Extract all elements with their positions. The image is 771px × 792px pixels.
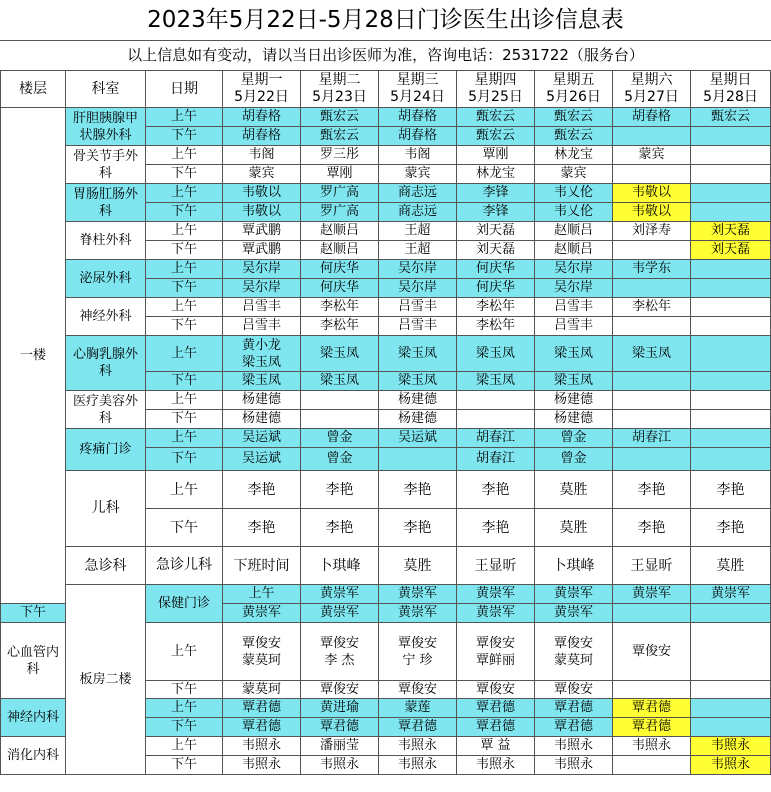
doctor-cell: 李艳 (457, 471, 535, 509)
doctor-cell: 韦照永 (301, 756, 379, 775)
doctor-cell: 黄崇军 (301, 604, 379, 623)
dept-name: 心血管内科 (1, 623, 66, 699)
doctor-cell: 覃君德 (457, 699, 535, 718)
doctor-cell: 王超 (379, 222, 457, 241)
doctor-cell: 韦照永 (379, 737, 457, 756)
dept-name: 疼痛门诊 (66, 429, 146, 471)
doctor-cell: 杨建德 (379, 410, 457, 429)
doctor-cell: 蒙宾 (613, 146, 691, 165)
header-day: 星期日 5月28日 (691, 71, 771, 108)
doctor-cell: 吴运斌 (379, 429, 457, 448)
header-day: 星期五 5月26日 (535, 71, 613, 108)
doctor-cell: 李艳 (691, 471, 771, 509)
session-label: 上午 (146, 623, 223, 681)
doctor-cell: 赵顺吕 (535, 222, 613, 241)
session-label: 上午 (146, 737, 223, 756)
doctor-cell (613, 241, 691, 260)
doctor-cell: 吴尔岸 (379, 279, 457, 298)
doctor-cell (691, 260, 771, 279)
doctor-cell (691, 165, 771, 184)
session-label: 上午 (146, 108, 223, 127)
dept-name: 肝胆胰腺甲状腺外科 (66, 108, 146, 146)
doctor-cell: 甄宏云 (457, 108, 535, 127)
doctor-cell: 吴尔岸 (379, 260, 457, 279)
dept-name: 胃肠肛肠外科 (66, 184, 146, 222)
doctor-cell: 吴运斌 (223, 448, 301, 471)
doctor-cell: 吴运斌 (223, 429, 301, 448)
doctor-cell (457, 391, 535, 410)
doctor-cell: 吕雪丰 (379, 317, 457, 336)
doctor-cell: 甄宏云 (691, 108, 771, 127)
doctor-cell: 韦阁 (379, 146, 457, 165)
doctor-cell: 覃俊安 宁 珍 (379, 623, 457, 681)
session-label: 下午 (146, 317, 223, 336)
doctor-cell: 梁玉凤 (379, 372, 457, 391)
doctor-cell: 吴尔岸 (223, 279, 301, 298)
doctor-cell: 林龙宝 (535, 146, 613, 165)
doctor-cell: 胡春江 (457, 429, 535, 448)
doctor-cell: 覃君德 (457, 718, 535, 737)
doctor-cell (613, 410, 691, 429)
doctor-cell: 李艳 (379, 471, 457, 509)
doctor-cell: 黄崇军 (535, 585, 613, 604)
doctor-cell (691, 146, 771, 165)
doctor-cell: 覃君德 (535, 718, 613, 737)
doctor-cell (691, 298, 771, 317)
doctor-cell: 杨建德 (535, 410, 613, 429)
doctor-cell: 覃君德 (535, 699, 613, 718)
doctor-cell: 韦乂伦 (535, 184, 613, 203)
doctor-cell: 胡春江 (457, 448, 535, 471)
doctor-cell: 赵顺吕 (301, 241, 379, 260)
doctor-cell: 李艳 (301, 509, 379, 547)
doctor-cell: 吕雪丰 (535, 317, 613, 336)
doctor-cell: 杨建德 (535, 391, 613, 410)
session-label: 下午 (146, 718, 223, 737)
header-day: 星期六 5月27日 (613, 71, 691, 108)
session-label: 下午 (146, 241, 223, 260)
doctor-cell: 李艳 (379, 509, 457, 547)
doctor-cell: 梁玉凤 (457, 372, 535, 391)
dept-name: 心胸乳腺外科 (66, 336, 146, 391)
doctor-cell (613, 391, 691, 410)
doctor-cell: 吴尔岸 (535, 279, 613, 298)
dept-name: 脊柱外科 (66, 222, 146, 260)
header-day: 星期一 5月22日 (223, 71, 301, 108)
page-title: 2023年5月22日-5月28日门诊医生出诊信息表 (0, 0, 771, 41)
session-label: 下午 (146, 127, 223, 146)
doctor-cell (691, 336, 771, 372)
doctor-cell: 林龙宝 (457, 165, 535, 184)
doctor-cell: 覃俊安 (535, 681, 613, 699)
header-dept: 科室 (66, 71, 146, 108)
doctor-cell (691, 623, 771, 681)
session-label: 下午 (146, 372, 223, 391)
doctor-cell: 韦照永 (535, 756, 613, 775)
session-label: 上午 (146, 222, 223, 241)
doctor-cell: 甄宏云 (535, 127, 613, 146)
doctor-cell: 何庆华 (457, 279, 535, 298)
doctor-cell: 梁玉凤 (379, 336, 457, 372)
doctor-cell: 莫胜 (691, 547, 771, 585)
dept-name: 泌尿外科 (66, 260, 146, 298)
notice-text: 以上信息如有变动，请以当日出诊医师为准，咨询电话：2531722（服务台） (0, 40, 771, 71)
doctor-cell: 卜琪峰 (301, 547, 379, 585)
session-label: 下午 (1, 604, 66, 623)
doctor-cell: 黄崇军 (457, 604, 535, 623)
dept-name: 医疗美容外科 (66, 391, 146, 429)
doctor-cell: 韦敬以 (223, 203, 301, 222)
doctor-cell: 韦阁 (223, 146, 301, 165)
doctor-cell (613, 372, 691, 391)
doctor-cell: 杨建德 (379, 391, 457, 410)
doctor-cell: 黄进瑜 (301, 699, 379, 718)
doctor-cell: 刘泽寿 (613, 222, 691, 241)
doctor-cell (691, 372, 771, 391)
schedule-table (0, 70, 771, 775)
dept-name: 骨关节手外科 (66, 146, 146, 184)
doctor-cell: 梁玉凤 (457, 336, 535, 372)
doctor-cell (691, 448, 771, 471)
floor-label: 一楼 (1, 108, 66, 604)
doctor-cell: 韦照永 (223, 737, 301, 756)
doctor-cell: 覃刚 (301, 165, 379, 184)
dept-name: 消化内科 (1, 737, 66, 775)
doctor-cell (457, 410, 535, 429)
doctor-cell: 莫胜 (535, 471, 613, 509)
doctor-cell (691, 317, 771, 336)
doctor-cell: 李艳 (223, 471, 301, 509)
doctor-cell: 李艳 (691, 509, 771, 547)
doctor-cell (301, 391, 379, 410)
doctor-cell: 梁玉凤 (301, 336, 379, 372)
doctor-cell: 韦照永 (223, 756, 301, 775)
doctor-cell (691, 604, 771, 623)
doctor-cell: 罗广高 (301, 203, 379, 222)
doctor-cell: 李锋 (457, 203, 535, 222)
doctor-cell: 覃俊安 (613, 623, 691, 681)
dept-name: 神经内科 (1, 699, 66, 737)
session-label: 下午 (146, 410, 223, 429)
schedule-body (1, 71, 771, 775)
doctor-cell: 何庆华 (301, 260, 379, 279)
doctor-cell: 覃俊安 (457, 681, 535, 699)
doctor-cell (613, 448, 691, 471)
dept-name: 神经外科 (66, 298, 146, 336)
doctor-cell (379, 448, 457, 471)
doctor-cell: 韦敬以 (613, 184, 691, 203)
doctor-cell (691, 681, 771, 699)
doctor-cell: 梁玉凤 (301, 372, 379, 391)
doctor-cell: 覃君德 (301, 718, 379, 737)
doctor-cell (691, 429, 771, 448)
doctor-cell (613, 165, 691, 184)
doctor-cell: 李艳 (613, 509, 691, 547)
doctor-cell: 韦乂伦 (535, 203, 613, 222)
session-label: 上午 (146, 260, 223, 279)
doctor-cell: 李松年 (613, 298, 691, 317)
doctor-cell: 覃俊安 李 杰 (301, 623, 379, 681)
doctor-cell: 胡春格 (223, 108, 301, 127)
doctor-cell: 胡春格 (379, 108, 457, 127)
doctor-cell (691, 699, 771, 718)
doctor-cell: 杨建德 (223, 391, 301, 410)
doctor-cell: 梁玉凤 (223, 372, 301, 391)
doctor-cell: 韦学东 (613, 260, 691, 279)
doctor-cell: 刘天磊 (691, 222, 771, 241)
doctor-cell: 罗广高 (301, 184, 379, 203)
doctor-cell: 韦照永 (691, 756, 771, 775)
doctor-cell: 王显昕 (613, 547, 691, 585)
doctor-cell: 吕雪丰 (535, 298, 613, 317)
doctor-cell: 蒙宾 (379, 165, 457, 184)
doctor-cell: 曾金 (301, 448, 379, 471)
session-label: 上午 (146, 471, 223, 509)
doctor-cell: 何庆华 (457, 260, 535, 279)
doctor-cell: 刘天磊 (457, 241, 535, 260)
doctor-cell: 莫胜 (379, 547, 457, 585)
doctor-cell: 覃武鹏 (223, 241, 301, 260)
doctor-cell: 覃俊安 (301, 681, 379, 699)
doctor-cell (691, 718, 771, 737)
doctor-cell: 蒙宾 (535, 165, 613, 184)
dept-name: 保健门诊 (146, 585, 223, 623)
doctor-cell: 曾金 (535, 448, 613, 471)
doctor-cell: 吕雪丰 (223, 317, 301, 336)
doctor-cell: 李艳 (223, 509, 301, 547)
doctor-cell: 李松年 (301, 298, 379, 317)
doctor-cell: 覃俊安 (379, 681, 457, 699)
doctor-cell: 甄宏云 (301, 108, 379, 127)
doctor-cell: 赵顺吕 (535, 241, 613, 260)
session-label: 上午 (146, 184, 223, 203)
doctor-cell: 卜琪峰 (535, 547, 613, 585)
doctor-cell: 李松年 (457, 298, 535, 317)
doctor-cell: 覃君德 (223, 718, 301, 737)
doctor-cell: 韦敬以 (223, 184, 301, 203)
doctor-cell: 李松年 (301, 317, 379, 336)
doctor-cell (613, 127, 691, 146)
doctor-cell: 胡春江 (613, 429, 691, 448)
session-label: 下午 (146, 756, 223, 775)
session-label: 下午 (146, 279, 223, 298)
doctor-cell: 黄崇军 (379, 585, 457, 604)
doctor-cell: 蒙莫珂 (223, 681, 301, 699)
doctor-cell: 曾金 (535, 429, 613, 448)
doctor-cell: 李艳 (301, 471, 379, 509)
doctor-cell (691, 184, 771, 203)
doctor-cell: 覃俊安 覃鲜丽 (457, 623, 535, 681)
doctor-cell: 黄崇军 (301, 585, 379, 604)
doctor-cell: 韦照永 (691, 737, 771, 756)
doctor-cell: 覃刚 (457, 146, 535, 165)
doctor-cell (613, 279, 691, 298)
doctor-cell: 罗三彤 (301, 146, 379, 165)
doctor-cell (691, 127, 771, 146)
doctor-cell: 吕雪丰 (379, 298, 457, 317)
header-day: 星期四 5月25日 (457, 71, 535, 108)
doctor-cell: 莫胜 (535, 509, 613, 547)
doctor-cell: 覃君德 (613, 699, 691, 718)
doctor-cell (613, 681, 691, 699)
doctor-cell: 胡春格 (223, 127, 301, 146)
floor-label: 急诊科 (66, 547, 146, 585)
doctor-cell: 韦照永 (613, 737, 691, 756)
doctor-cell: 何庆华 (301, 279, 379, 298)
doctor-cell: 曾金 (301, 429, 379, 448)
doctor-cell: 覃 益 (457, 737, 535, 756)
doctor-cell: 覃君德 (223, 699, 301, 718)
doctor-cell: 刘天磊 (691, 241, 771, 260)
doctor-cell: 覃武鹏 (223, 222, 301, 241)
session-label: 上午 (146, 699, 223, 718)
doctor-cell (613, 756, 691, 775)
doctor-cell: 商志远 (379, 184, 457, 203)
doctor-cell: 韦敬以 (613, 203, 691, 222)
doctor-cell (301, 410, 379, 429)
header-date: 日期 (146, 71, 223, 108)
header-day: 星期三 5月24日 (379, 71, 457, 108)
session-label: 上午 (146, 146, 223, 165)
header-day: 星期二 5月23日 (301, 71, 379, 108)
doctor-cell (691, 203, 771, 222)
session-label: 下午 (146, 509, 223, 547)
doctor-cell: 黄崇军 (535, 604, 613, 623)
doctor-cell: 覃俊安 蒙莫珂 (223, 623, 301, 681)
doctor-cell: 吕雪丰 (223, 298, 301, 317)
doctor-cell: 甄宏云 (301, 127, 379, 146)
session-label: 上午 (146, 391, 223, 410)
doctor-cell (613, 317, 691, 336)
session-label: 下午 (146, 203, 223, 222)
doctor-cell: 黄崇军 (457, 585, 535, 604)
session-label: 下班时间 (223, 547, 301, 585)
doctor-cell: 赵顺吕 (301, 222, 379, 241)
doctor-cell: 韦照永 (379, 756, 457, 775)
dept-name: 儿科 (66, 471, 146, 547)
doctor-cell: 黄崇军 (613, 585, 691, 604)
doctor-cell: 李松年 (457, 317, 535, 336)
doctor-cell: 黄崇军 (223, 604, 301, 623)
doctor-cell: 覃俊安 蒙莫珂 (535, 623, 613, 681)
doctor-cell: 蒙莲 (379, 699, 457, 718)
doctor-cell: 刘天磊 (457, 222, 535, 241)
doctor-cell: 胡春格 (613, 108, 691, 127)
dept-name: 急诊儿科 (146, 547, 223, 585)
doctor-cell: 王显昕 (457, 547, 535, 585)
doctor-cell (691, 410, 771, 429)
session-label: 上午 (146, 429, 223, 448)
doctor-cell: 黄小龙 梁玉凤 (223, 336, 301, 372)
doctor-cell: 梁玉凤 (535, 336, 613, 372)
doctor-cell: 吴尔岸 (223, 260, 301, 279)
session-label: 上午 (223, 585, 301, 604)
doctor-cell: 李锋 (457, 184, 535, 203)
floor-label: 板房二楼 (66, 585, 146, 775)
doctor-cell (613, 604, 691, 623)
doctor-cell: 黄崇军 (691, 585, 771, 604)
doctor-cell: 甄宏云 (457, 127, 535, 146)
doctor-cell: 梁玉凤 (613, 336, 691, 372)
doctor-cell: 蒙宾 (223, 165, 301, 184)
doctor-cell: 李艳 (457, 509, 535, 547)
doctor-cell: 商志远 (379, 203, 457, 222)
session-label: 上午 (146, 336, 223, 372)
doctor-cell: 潘丽莹 (301, 737, 379, 756)
session-label: 下午 (146, 681, 223, 699)
doctor-cell: 黄崇军 (379, 604, 457, 623)
doctor-cell: 韦照永 (535, 737, 613, 756)
header-floor: 楼层 (1, 71, 66, 108)
doctor-cell: 覃君德 (379, 718, 457, 737)
doctor-cell: 覃君德 (613, 718, 691, 737)
doctor-cell: 杨建德 (223, 410, 301, 429)
doctor-cell: 胡春格 (379, 127, 457, 146)
session-label: 上午 (146, 298, 223, 317)
doctor-cell: 韦照永 (457, 756, 535, 775)
doctor-cell (691, 279, 771, 298)
doctor-cell: 吴尔岸 (535, 260, 613, 279)
doctor-cell: 甄宏云 (535, 108, 613, 127)
doctor-cell: 李艳 (613, 471, 691, 509)
session-label: 下午 (146, 165, 223, 184)
doctor-cell (691, 391, 771, 410)
doctor-cell: 梁玉凤 (535, 372, 613, 391)
doctor-cell: 王超 (379, 241, 457, 260)
session-label: 下午 (146, 448, 223, 471)
